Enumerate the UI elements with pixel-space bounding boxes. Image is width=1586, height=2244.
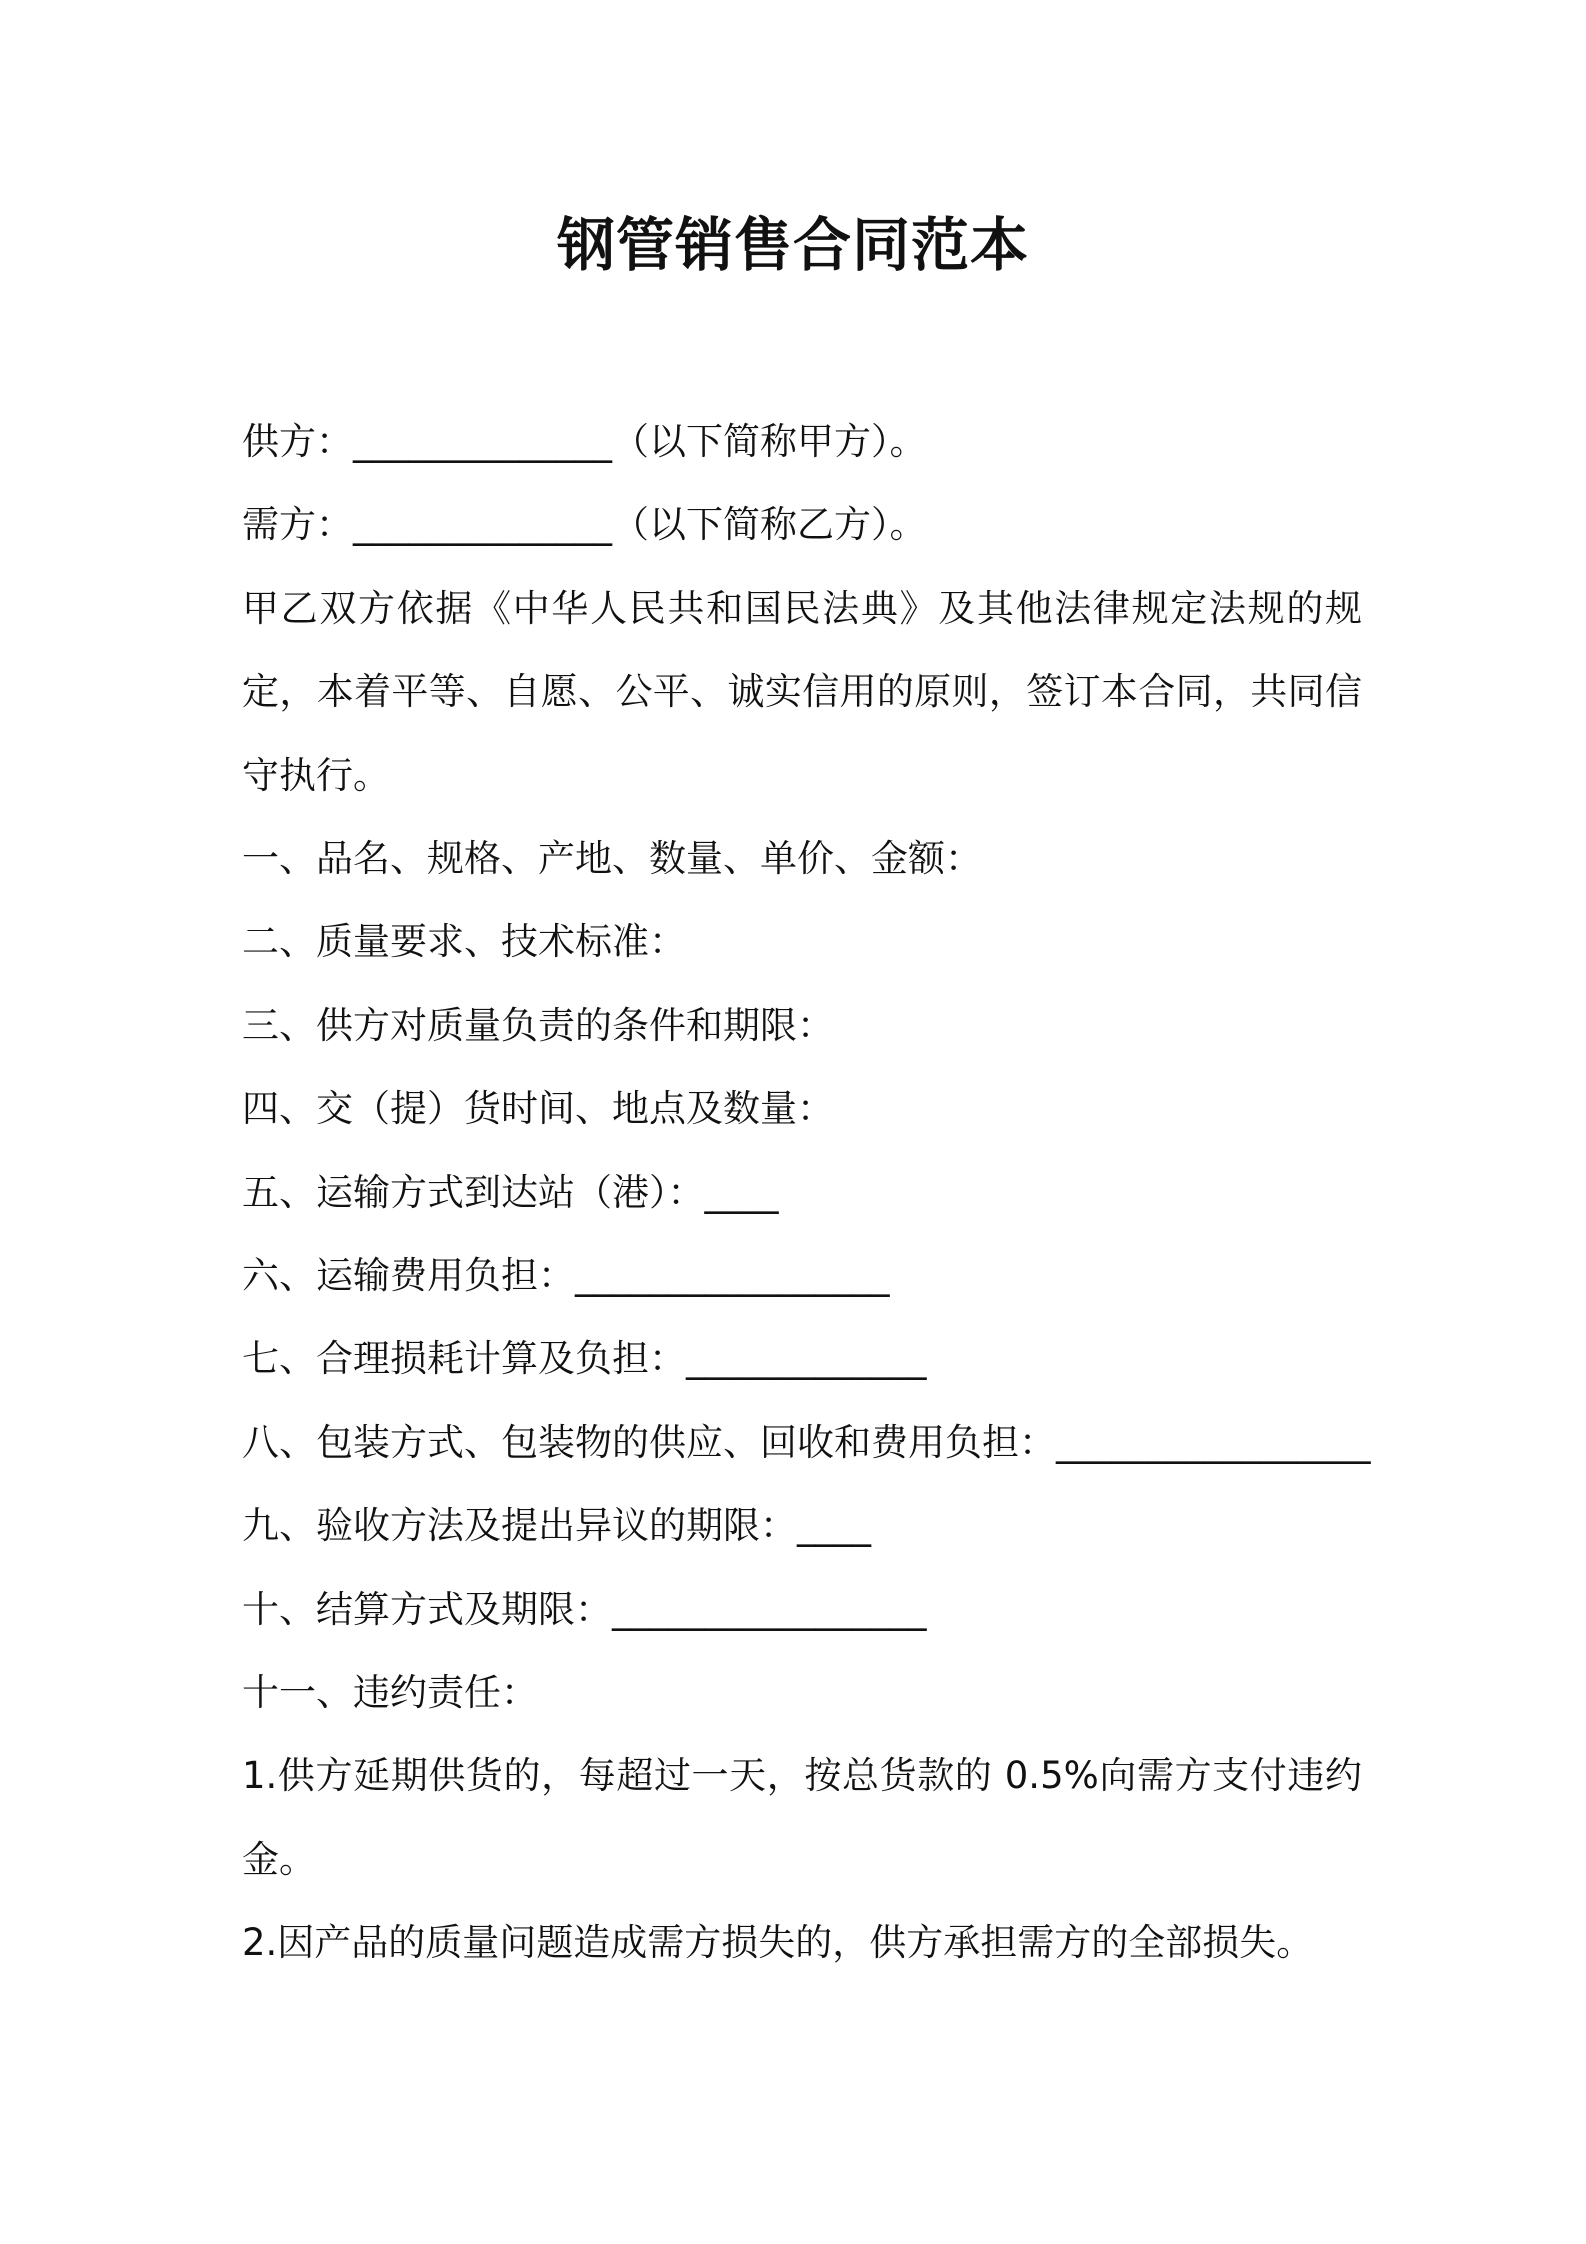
clause-9: 九、验收方法及提出异议的期限：____ bbox=[242, 1504, 871, 1548]
clause-2: 二、质量要求、技术标准： bbox=[242, 920, 686, 964]
clause-11: 十一、违约责任： bbox=[242, 1670, 538, 1714]
clause-6: 六、运输费用负担：_________________ bbox=[242, 1253, 890, 1297]
penalty-item-2: 2.因产品的质量问题造成需方损失的，供方承担需方的全部损失。 bbox=[242, 1921, 1314, 1965]
clause-1: 一、品名、规格、产地、数量、单价、金额： bbox=[242, 837, 982, 880]
clause-5: 五、运输方式到达站（港）：____ bbox=[242, 1170, 779, 1214]
clause-3: 三、供方对质量负责的条件和期限： bbox=[242, 1003, 834, 1047]
buyer-line: 需方：______________（以下简称乙方）。 bbox=[242, 503, 927, 547]
document-title: 钢管销售合同范本 bbox=[556, 211, 1029, 279]
clause-10: 十、结算方式及期限：_________________ bbox=[242, 1587, 927, 1631]
clause-7: 七、合理损耗计算及负担：_____________ bbox=[242, 1337, 927, 1381]
clause-4: 四、交（提）货时间、地点及数量： bbox=[242, 1087, 834, 1131]
clause-8: 八、包装方式、包装物的供应、回收和费用负担：_________________ bbox=[242, 1420, 1371, 1464]
penalty-item-1: 1.供方延期供货的，每超过一天，按总货款的 0.5%向需方支付违约金。 bbox=[242, 1754, 1362, 1881]
intro-paragraph: 甲乙双方依据《中华人民共和国民法典》及其他法律规定法规的规定，本着平等、自愿、公平、诚实信用的原则，签订本合同，共同信守执行。 bbox=[242, 586, 1362, 797]
document-body bbox=[242, 400, 1371, 1985]
supplier-line: 供方：______________（以下简称甲方）。 bbox=[242, 420, 927, 463]
